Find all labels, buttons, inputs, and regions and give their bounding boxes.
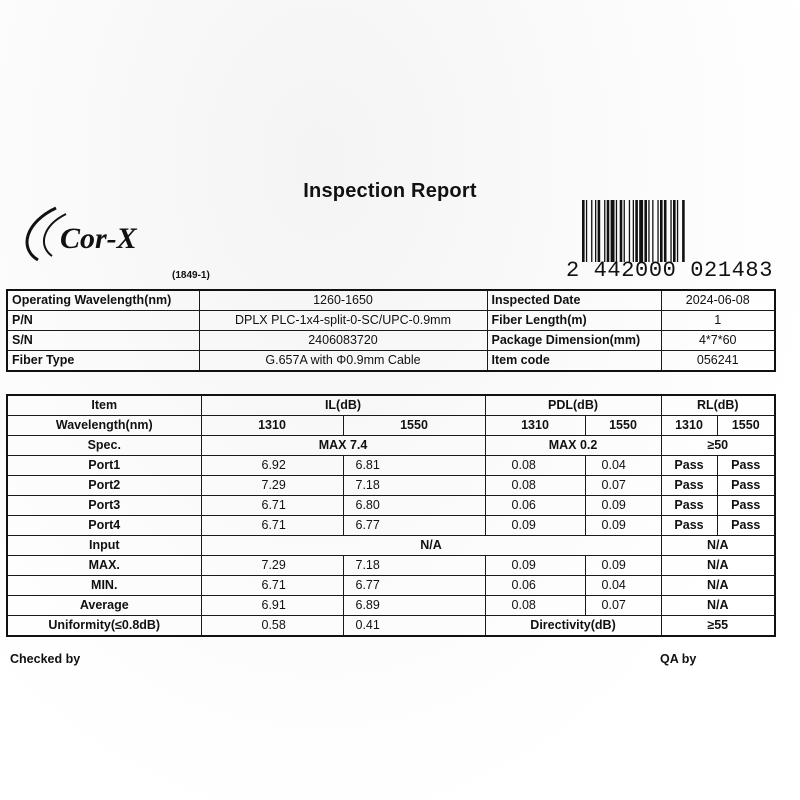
port-rl-1310: Pass (661, 496, 717, 516)
barcode-bar (595, 200, 596, 262)
port-rl-1550: Pass (717, 496, 775, 516)
barcode-bar (598, 200, 601, 262)
barcode-bar (591, 200, 592, 262)
port-rl-1550: Pass (717, 476, 775, 496)
port-row (7, 516, 775, 536)
report-title: Inspection Report (303, 180, 477, 202)
test-results-table (6, 394, 776, 637)
barcode-bar (644, 200, 647, 262)
info-label: Fiber Length(m) (487, 311, 661, 331)
max-pdl-1550: 0.09 (585, 556, 661, 576)
info-row (7, 351, 775, 372)
product-info-table (6, 289, 776, 372)
max-rl: N/A (661, 556, 775, 576)
il-1310: 1310 (201, 416, 343, 436)
port-row (7, 496, 775, 516)
port-il-1550: 6.77 (343, 516, 485, 536)
barcode-bar (586, 200, 587, 262)
barcode-bar (616, 200, 617, 262)
qa-by-label: QA by (660, 652, 697, 666)
info-row (7, 290, 775, 311)
port-rl-1550: Pass (717, 516, 775, 536)
info-label: Operating Wavelength(nm) (7, 290, 199, 311)
port-il-1550: 7.18 (343, 476, 485, 496)
info-label: Package Dimension(mm) (487, 331, 661, 351)
port-pdl-1550: 0.09 (585, 496, 661, 516)
uniformity-1550: 0.41 (343, 616, 485, 637)
info-label: P/N (7, 311, 199, 331)
uniformity-row (7, 616, 775, 637)
port-row (7, 476, 775, 496)
barcode-bar (611, 200, 615, 262)
info-value: 2406083720 (199, 331, 487, 351)
average-row (7, 596, 775, 616)
port-pdl-1550: 0.09 (585, 516, 661, 536)
input-il-pdl: N/A (201, 536, 661, 556)
input-row (7, 536, 775, 556)
info-label: Fiber Type (7, 351, 199, 372)
barcode-number: 2 442000 021483 (566, 258, 774, 283)
min-label: MIN. (7, 576, 201, 596)
avg-il-1550: 6.89 (343, 596, 485, 616)
max-pdl-1310: 0.09 (485, 556, 585, 576)
barcode-bar (624, 200, 625, 262)
barcode-bar (682, 200, 685, 262)
info-value: G.657A with Φ0.9mm Cable (199, 351, 487, 372)
port-label: Port2 (7, 476, 201, 496)
min-row (7, 576, 775, 596)
barcode-bar (635, 200, 638, 262)
rl-1310: 1310 (661, 416, 717, 436)
rl-1550: 1550 (717, 416, 775, 436)
pdl-1310: 1310 (485, 416, 585, 436)
wavelength-label: Wavelength(nm) (7, 416, 201, 436)
info-row (7, 331, 775, 351)
logo-text: Cor-X (60, 222, 137, 255)
min-il-1550: 6.77 (343, 576, 485, 596)
avg-rl: N/A (661, 596, 775, 616)
pdl-header: PDL(dB) (485, 395, 661, 416)
barcode-bar (582, 200, 585, 262)
cor-x-logo (16, 200, 206, 270)
uniformity-1310: 0.58 (201, 616, 343, 637)
port-il-1550: 6.81 (343, 456, 485, 476)
info-label: Item code (487, 351, 661, 372)
barcode-bar (620, 200, 623, 262)
il-header: IL(dB) (201, 395, 485, 416)
port-rl-1550: Pass (717, 456, 775, 476)
average-label: Average (7, 596, 201, 616)
port-label: Port3 (7, 496, 201, 516)
info-value: 1 (661, 311, 775, 331)
max-il-1550: 7.18 (343, 556, 485, 576)
spec-label: Spec. (7, 436, 201, 456)
barcode-bar (657, 200, 658, 262)
port-il-1310: 6.92 (201, 456, 343, 476)
port-il-1310: 6.71 (201, 516, 343, 536)
min-pdl-1550: 0.04 (585, 576, 661, 596)
port-pdl-1550: 0.04 (585, 456, 661, 476)
port-rl-1310: Pass (661, 456, 717, 476)
barcode-image (582, 200, 762, 262)
min-pdl-1310: 0.06 (485, 576, 585, 596)
barcode-bar (629, 200, 630, 262)
checked-by-label: Checked by (10, 652, 81, 666)
port-pdl-1310: 0.09 (485, 516, 585, 536)
document-code: (1849-1) (172, 270, 210, 281)
barcode-bar (664, 200, 667, 262)
header-row (7, 395, 775, 416)
barcode-bar (670, 200, 671, 262)
port-label: Port1 (7, 456, 201, 476)
info-label: Inspected Date (487, 290, 661, 311)
info-value: 4*7*60 (661, 331, 775, 351)
avg-pdl-1550: 0.07 (585, 596, 661, 616)
port-pdl-1310: 0.08 (485, 456, 585, 476)
spec-pdl: MAX 0.2 (485, 436, 661, 456)
min-rl: N/A (661, 576, 775, 596)
max-row (7, 556, 775, 576)
port-pdl-1310: 0.08 (485, 476, 585, 496)
barcode-bar (660, 200, 663, 262)
pdl-1550: 1550 (585, 416, 661, 436)
port-rl-1310: Pass (661, 476, 717, 496)
port-rl-1310: Pass (661, 516, 717, 536)
info-label: S/N (7, 331, 199, 351)
info-value: 1260-1650 (199, 290, 487, 311)
uniformity-label: Uniformity(≤0.8dB) (7, 616, 201, 637)
barcode-bar (648, 200, 649, 262)
max-label: MAX. (7, 556, 201, 576)
spec-il: MAX 7.4 (201, 436, 485, 456)
port-il-1310: 6.71 (201, 496, 343, 516)
directivity-label: Directivity(dB) (485, 616, 661, 637)
barcode-bar (604, 200, 605, 262)
rl-header: RL(dB) (661, 395, 775, 416)
info-value: DPLX PLC-1x4-split-0-SC/UPC-0.9mm (199, 311, 487, 331)
item-header: Item (7, 395, 201, 416)
port-row (7, 456, 775, 476)
info-row (7, 311, 775, 331)
barcode-bar (677, 200, 678, 262)
wavelength-row (7, 416, 775, 436)
port-il-1550: 6.80 (343, 496, 485, 516)
barcode-bar (652, 200, 653, 262)
port-il-1310: 7.29 (201, 476, 343, 496)
barcode-bar (633, 200, 634, 262)
info-value: 2024-06-08 (661, 290, 775, 311)
avg-pdl-1310: 0.08 (485, 596, 585, 616)
barcode-bar (607, 200, 610, 262)
info-value: 056241 (661, 351, 775, 372)
min-il-1310: 6.71 (201, 576, 343, 596)
directivity-value: ≥55 (661, 616, 775, 637)
max-il-1310: 7.29 (201, 556, 343, 576)
il-1550: 1550 (343, 416, 485, 436)
port-label: Port4 (7, 516, 201, 536)
port-pdl-1310: 0.06 (485, 496, 585, 516)
input-rl: N/A (661, 536, 775, 556)
barcode-bar (673, 200, 676, 262)
avg-il-1310: 6.91 (201, 596, 343, 616)
port-pdl-1550: 0.07 (585, 476, 661, 496)
spec-rl: ≥50 (661, 436, 775, 456)
spec-row (7, 436, 775, 456)
barcode-bar (639, 200, 643, 262)
input-label: Input (7, 536, 201, 556)
